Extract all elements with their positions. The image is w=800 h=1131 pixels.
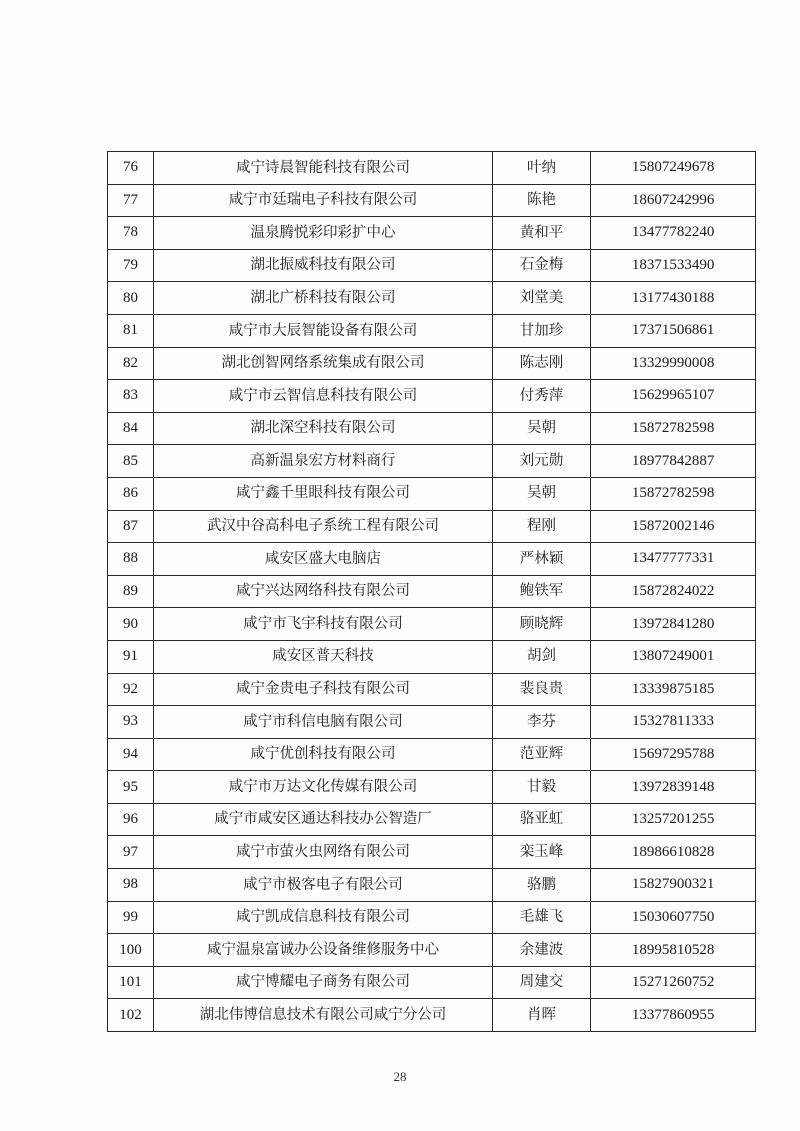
row-number-cell: 82 xyxy=(108,347,154,380)
table-row xyxy=(108,510,756,543)
company-name-cell: 咸宁诗晨智能科技有限公司 xyxy=(154,152,493,185)
contact-person-cell: 吴朝 xyxy=(492,412,590,445)
row-number-cell: 81 xyxy=(108,314,154,347)
phone-number-cell: 13377860955 xyxy=(591,999,756,1032)
contact-person-cell: 鲍铁军 xyxy=(492,575,590,608)
table-row xyxy=(108,282,756,315)
row-number-cell: 102 xyxy=(108,999,154,1032)
phone-number-cell: 15327811333 xyxy=(591,706,756,739)
row-number-cell: 88 xyxy=(108,543,154,576)
phone-number-cell: 18995810528 xyxy=(591,934,756,967)
table-row xyxy=(108,412,756,445)
row-number-cell: 76 xyxy=(108,152,154,185)
company-name-cell: 咸宁博耀电子商务有限公司 xyxy=(154,966,493,999)
phone-number-cell: 18977842887 xyxy=(591,445,756,478)
row-number-cell: 91 xyxy=(108,640,154,673)
row-number-cell: 101 xyxy=(108,966,154,999)
company-name-cell: 咸宁市大辰智能设备有限公司 xyxy=(154,314,493,347)
company-name-cell: 咸宁市廷瑞电子科技有限公司 xyxy=(154,184,493,217)
company-name-cell: 咸宁金贵电子科技有限公司 xyxy=(154,673,493,706)
phone-number-cell: 17371506861 xyxy=(591,314,756,347)
contact-person-cell: 陈艳 xyxy=(492,184,590,217)
company-name-cell: 湖北广桥科技有限公司 xyxy=(154,282,493,315)
contact-person-cell: 骆鹏 xyxy=(492,869,590,902)
row-number-cell: 89 xyxy=(108,575,154,608)
table-row xyxy=(108,575,756,608)
table-row xyxy=(108,543,756,576)
row-number-cell: 84 xyxy=(108,412,154,445)
company-name-cell: 湖北振威科技有限公司 xyxy=(154,249,493,282)
contact-person-cell: 陈志刚 xyxy=(492,347,590,380)
contact-person-cell: 严林颖 xyxy=(492,543,590,576)
company-name-cell: 咸宁市萤火虫网络有限公司 xyxy=(154,836,493,869)
row-number-cell: 98 xyxy=(108,869,154,902)
company-name-cell: 咸宁市飞宇科技有限公司 xyxy=(154,608,493,641)
table-row xyxy=(108,184,756,217)
row-number-cell: 78 xyxy=(108,217,154,250)
phone-number-cell: 18371533490 xyxy=(591,249,756,282)
row-number-cell: 97 xyxy=(108,836,154,869)
company-contact-table xyxy=(107,151,756,1032)
contact-person-cell: 肖晖 xyxy=(492,999,590,1032)
table-row xyxy=(108,152,756,185)
table-row xyxy=(108,771,756,804)
row-number-cell: 92 xyxy=(108,673,154,706)
phone-number-cell: 13177430188 xyxy=(591,282,756,315)
phone-number-cell: 15271260752 xyxy=(591,966,756,999)
contact-person-cell: 吴朝 xyxy=(492,477,590,510)
table-row xyxy=(108,836,756,869)
contact-person-cell: 甘毅 xyxy=(492,771,590,804)
row-number-cell: 90 xyxy=(108,608,154,641)
contact-person-cell: 周建交 xyxy=(492,966,590,999)
phone-number-cell: 15872824022 xyxy=(591,575,756,608)
phone-number-cell: 18986610828 xyxy=(591,836,756,869)
company-name-cell: 湖北伟博信息技术有限公司咸宁分公司 xyxy=(154,999,493,1032)
company-name-cell: 咸宁温泉富诚办公设备维修服务中心 xyxy=(154,934,493,967)
company-name-cell: 咸宁市咸安区通达科技办公智造厂 xyxy=(154,803,493,836)
phone-number-cell: 13972839148 xyxy=(591,771,756,804)
phone-number-cell: 15872782598 xyxy=(591,412,756,445)
phone-number-cell: 13477777331 xyxy=(591,543,756,576)
phone-number-cell: 15872002146 xyxy=(591,510,756,543)
row-number-cell: 79 xyxy=(108,249,154,282)
company-name-cell: 咸安区普天科技 xyxy=(154,640,493,673)
table-row xyxy=(108,966,756,999)
company-name-cell: 咸安区盛大电脑店 xyxy=(154,543,493,576)
company-name-cell: 咸宁凯成信息科技有限公司 xyxy=(154,901,493,934)
table-row xyxy=(108,640,756,673)
phone-number-cell: 15629965107 xyxy=(591,380,756,413)
row-number-cell: 80 xyxy=(108,282,154,315)
contact-person-cell: 栾玉峰 xyxy=(492,836,590,869)
contact-person-cell: 胡剑 xyxy=(492,640,590,673)
table-row xyxy=(108,217,756,250)
company-name-cell: 温泉腾悦彩印彩扩中心 xyxy=(154,217,493,250)
row-number-cell: 86 xyxy=(108,477,154,510)
contact-person-cell: 付秀萍 xyxy=(492,380,590,413)
phone-number-cell: 15872782598 xyxy=(591,477,756,510)
phone-number-cell: 15030607750 xyxy=(591,901,756,934)
contact-person-cell: 范亚辉 xyxy=(492,738,590,771)
table-row xyxy=(108,738,756,771)
table-row xyxy=(108,999,756,1032)
row-number-cell: 100 xyxy=(108,934,154,967)
phone-number-cell: 13972841280 xyxy=(591,608,756,641)
company-name-cell: 湖北创智网络系统集成有限公司 xyxy=(154,347,493,380)
contact-person-cell: 刘堂美 xyxy=(492,282,590,315)
row-number-cell: 87 xyxy=(108,510,154,543)
row-number-cell: 95 xyxy=(108,771,154,804)
contact-person-cell: 李芬 xyxy=(492,706,590,739)
table-row xyxy=(108,347,756,380)
company-name-cell: 高新温泉宏方材料商行 xyxy=(154,445,493,478)
phone-number-cell: 18607242996 xyxy=(591,184,756,217)
table-row xyxy=(108,608,756,641)
company-name-cell: 武汉中谷高科电子系统工程有限公司 xyxy=(154,510,493,543)
phone-number-cell: 15827900321 xyxy=(591,869,756,902)
table-row xyxy=(108,869,756,902)
table-row xyxy=(108,314,756,347)
row-number-cell: 93 xyxy=(108,706,154,739)
row-number-cell: 85 xyxy=(108,445,154,478)
company-name-cell: 咸宁市万达文化传媒有限公司 xyxy=(154,771,493,804)
company-name-cell: 咸宁市科信电脑有限公司 xyxy=(154,706,493,739)
table-body xyxy=(108,152,756,1032)
row-number-cell: 96 xyxy=(108,803,154,836)
table-row xyxy=(108,477,756,510)
contact-person-cell: 裴良贵 xyxy=(492,673,590,706)
contact-person-cell: 程刚 xyxy=(492,510,590,543)
contact-person-cell: 石金梅 xyxy=(492,249,590,282)
table-row xyxy=(108,901,756,934)
row-number-cell: 99 xyxy=(108,901,154,934)
company-name-cell: 咸宁兴达网络科技有限公司 xyxy=(154,575,493,608)
table-row xyxy=(108,445,756,478)
contact-person-cell: 顾晓辉 xyxy=(492,608,590,641)
contact-person-cell: 刘元勋 xyxy=(492,445,590,478)
phone-number-cell: 15807249678 xyxy=(591,152,756,185)
table-row xyxy=(108,934,756,967)
table-row xyxy=(108,706,756,739)
row-number-cell: 94 xyxy=(108,738,154,771)
company-name-cell: 咸宁优创科技有限公司 xyxy=(154,738,493,771)
contact-person-cell: 甘加珍 xyxy=(492,314,590,347)
contact-person-cell: 毛雄飞 xyxy=(492,901,590,934)
phone-number-cell: 13807249001 xyxy=(591,640,756,673)
phone-number-cell: 13339875185 xyxy=(591,673,756,706)
phone-number-cell: 13257201255 xyxy=(591,803,756,836)
phone-number-cell: 15697295788 xyxy=(591,738,756,771)
page-number: 28 xyxy=(393,1069,407,1084)
company-name-cell: 湖北深空科技有限公司 xyxy=(154,412,493,445)
company-name-cell: 咸宁鑫千里眼科技有限公司 xyxy=(154,477,493,510)
table-row xyxy=(108,673,756,706)
table-row xyxy=(108,249,756,282)
phone-number-cell: 13329990008 xyxy=(591,347,756,380)
row-number-cell: 83 xyxy=(108,380,154,413)
phone-number-cell: 13477782240 xyxy=(591,217,756,250)
contact-person-cell: 骆亚虹 xyxy=(492,803,590,836)
contact-person-cell: 余建波 xyxy=(492,934,590,967)
row-number-cell: 77 xyxy=(108,184,154,217)
contact-person-cell: 黄和平 xyxy=(492,217,590,250)
contact-person-cell: 叶纳 xyxy=(492,152,590,185)
table-row xyxy=(108,803,756,836)
company-name-cell: 咸宁市云智信息科技有限公司 xyxy=(154,380,493,413)
table-row xyxy=(108,380,756,413)
company-name-cell: 咸宁市极客电子有限公司 xyxy=(154,869,493,902)
